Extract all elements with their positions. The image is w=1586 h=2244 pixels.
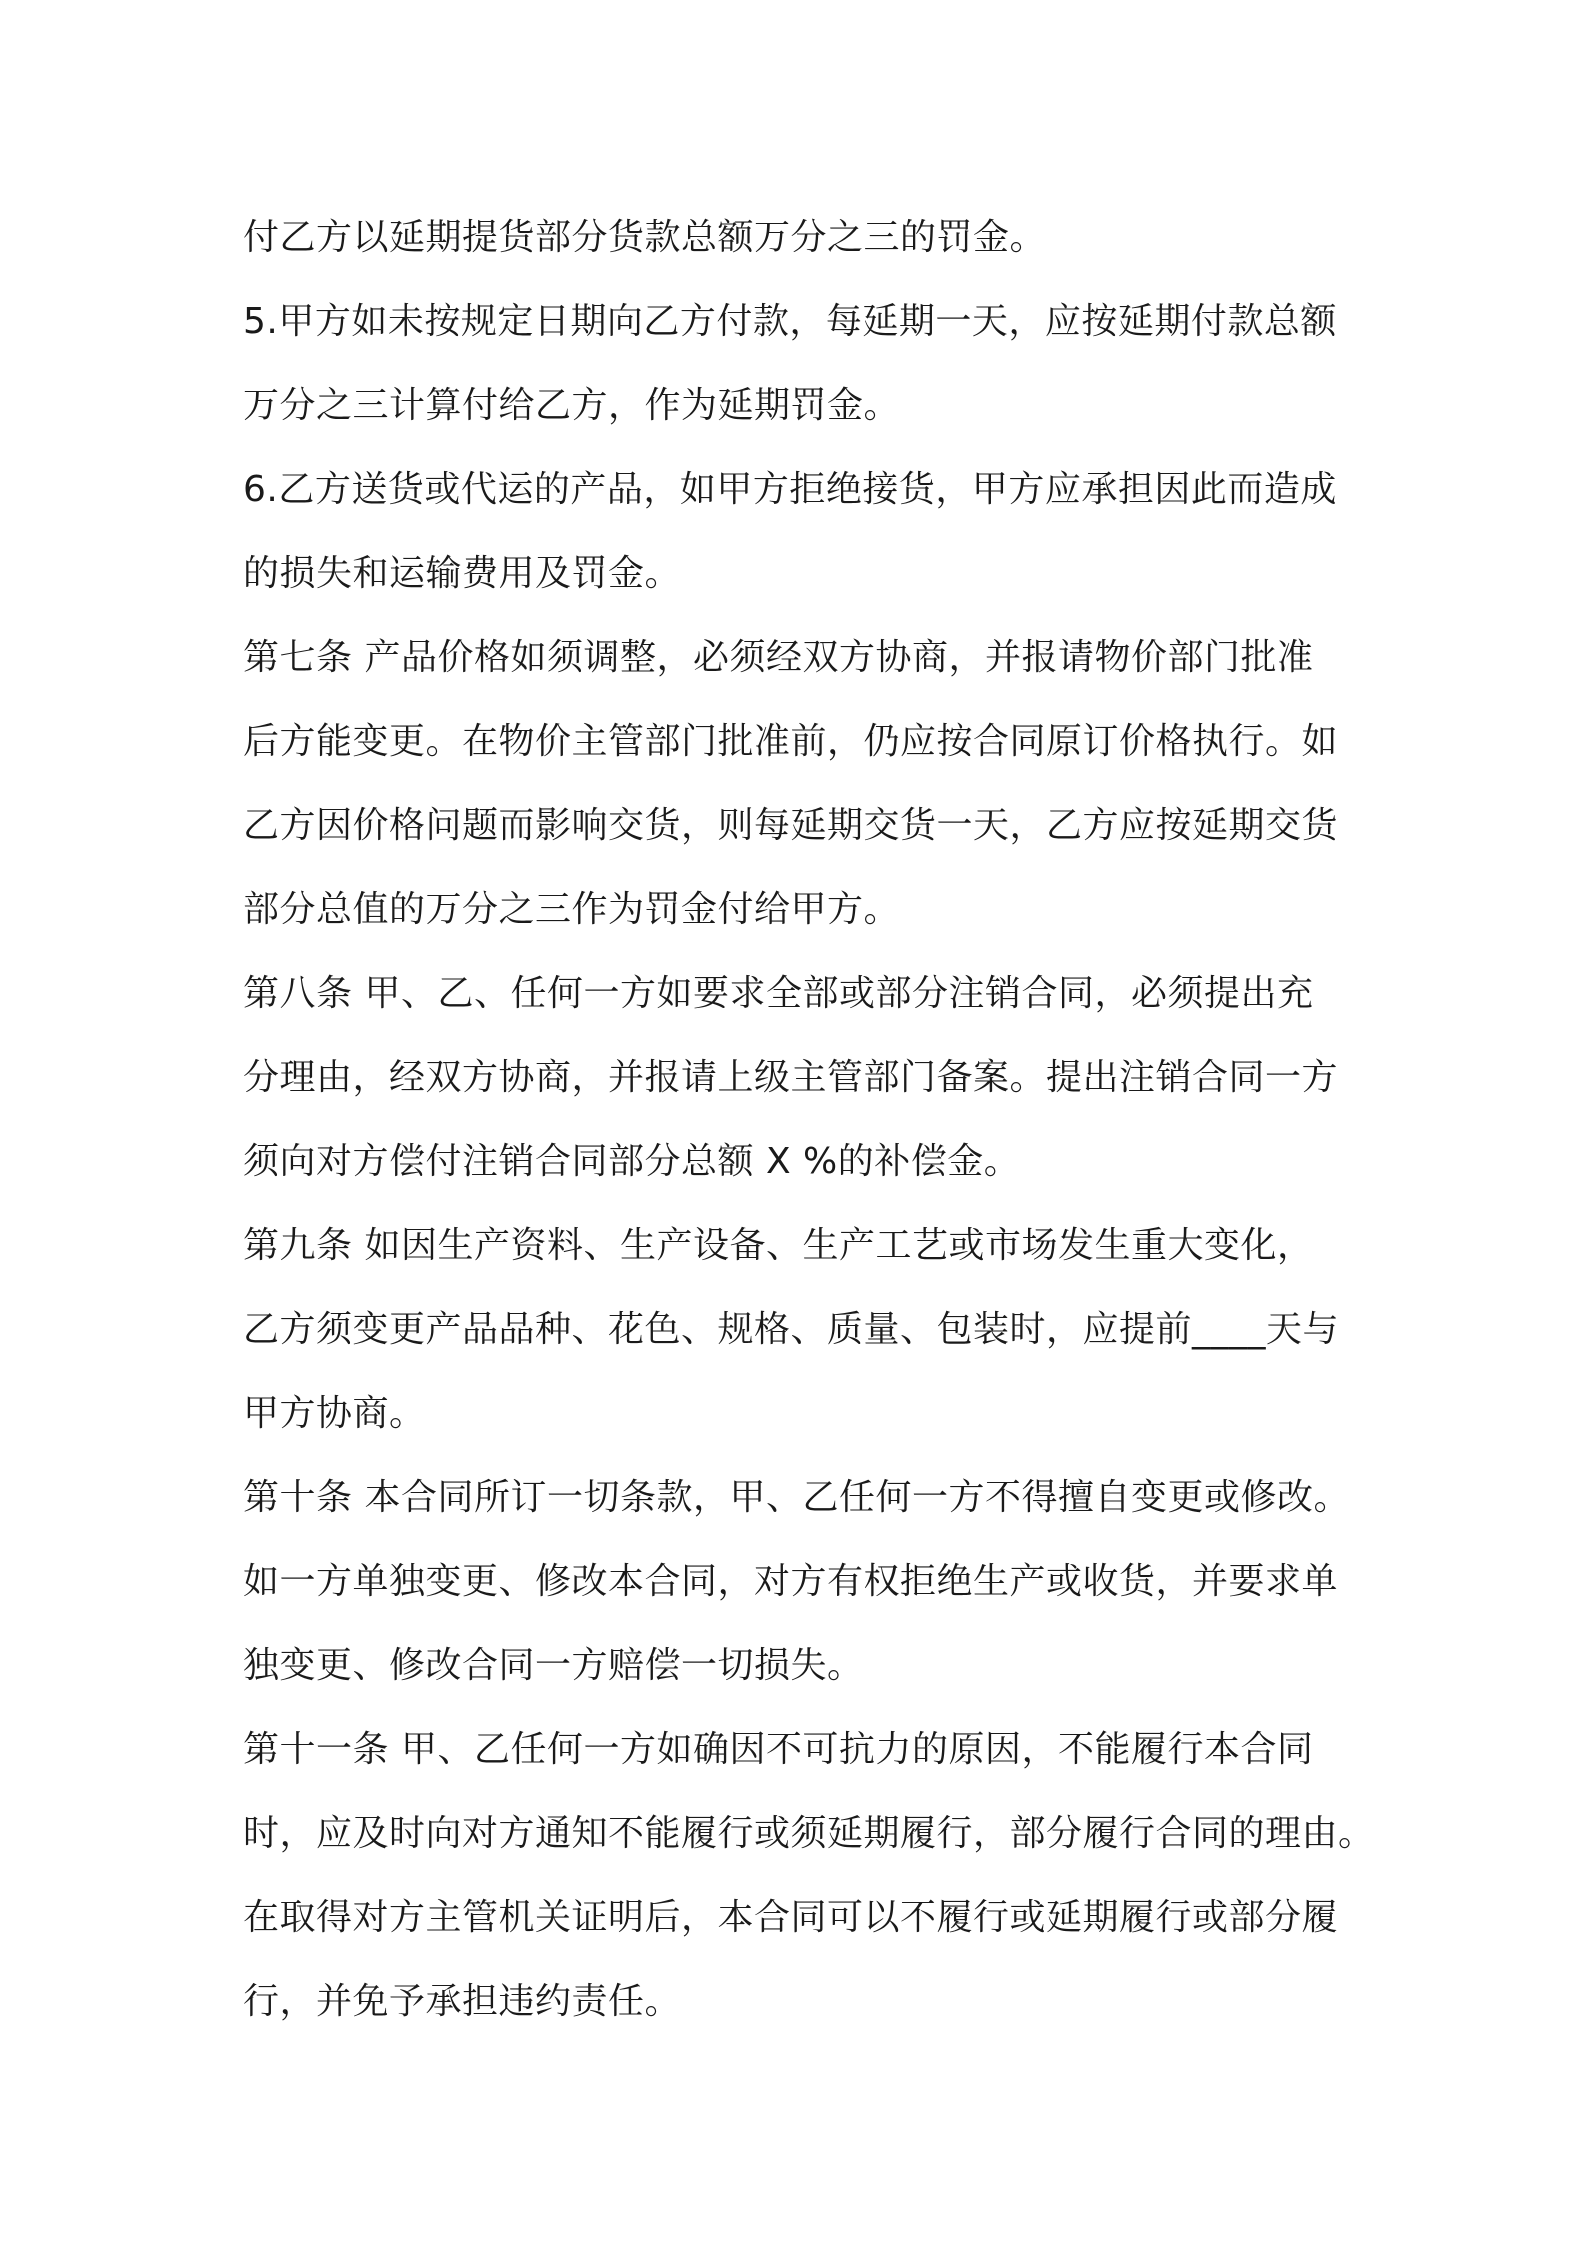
text-line: 甲方协商。 (243, 1393, 426, 1434)
text-line: 第九条 如因生产资料、生产设备、生产工艺或市场发生重大变化， (243, 1225, 1314, 1266)
text-line: 后方能变更。在物价主管部门批准前，仍应按合同原订价格执行。如 (243, 721, 1339, 762)
text-line: 的损失和运输费用及罚金。 (243, 553, 682, 594)
text-line: 第十条 本合同所订一切条款，甲、乙任何一方不得擅自变更或修改。 (243, 1477, 1350, 1518)
text-line: 如一方单独变更、修改本合同，对方有权拒绝生产或收货，并要求单 (243, 1561, 1339, 1602)
text-line: 须向对方偿付注销合同部分总额 X %的补偿金。 (243, 1141, 1021, 1182)
text-line: 乙方因价格问题而影响交货，则每延期交货一天，乙方应按延期交货 (243, 805, 1339, 846)
text-line: 行，并免予承担违约责任。 (243, 1981, 682, 2022)
text-line: 第八条 甲、乙、任何一方如要求全部或部分注销合同，必须提出充 (243, 973, 1314, 1014)
text-line: 第七条 产品价格如须调整，必须经双方协商，并报请物价部门批准 (243, 637, 1314, 678)
text-line: 分理由，经双方协商，并报请上级主管部门备案。提出注销合同一方 (243, 1057, 1339, 1098)
text-line: 独变更、修改合同一方赔偿一切损失。 (243, 1645, 864, 1686)
text-line: 6.乙方送货或代运的产品，如甲方拒绝接货，甲方应承担因此而造成 (243, 469, 1337, 510)
text-line: 付乙方以延期提货部分货款总额万分之三的罚金。 (243, 217, 1047, 258)
text-line: 乙方须变更产品品种、花色、规格、质量、包装时，应提前____天与 (243, 1309, 1340, 1350)
text-line: 时，应及时向对方通知不能履行或须延期履行，部分履行合同的理由。 (243, 1813, 1375, 1854)
text-line: 5.甲方如未按规定日期向乙方付款，每延期一天，应按延期付款总额 (243, 301, 1337, 342)
text-line: 第十一条 甲、乙任何一方如确因不可抗力的原因，不能履行本合同 (243, 1729, 1314, 1770)
text-line: 万分之三计算付给乙方，作为延期罚金。 (243, 385, 901, 426)
contract-text-body (243, 196, 1383, 2044)
text-line: 部分总值的万分之三作为罚金付给甲方。 (243, 889, 901, 930)
text-line: 在取得对方主管机关证明后，本合同可以不履行或延期履行或部分履 (243, 1897, 1339, 1938)
